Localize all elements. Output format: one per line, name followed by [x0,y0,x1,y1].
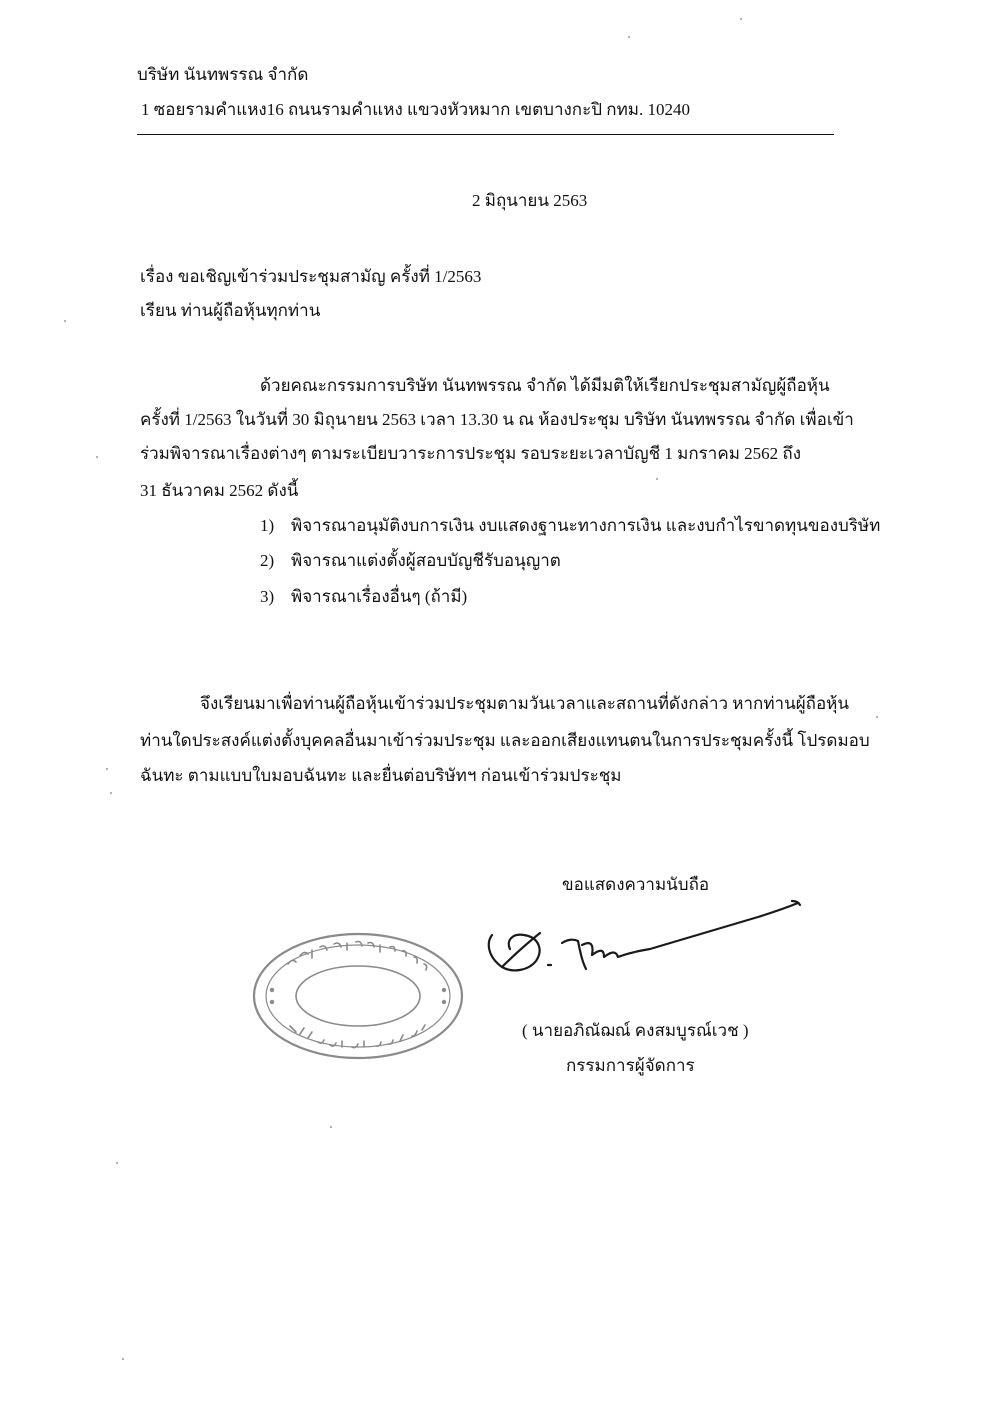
scan-speck [96,456,98,458]
scan-speck [628,36,630,38]
company-address: 1 ซอยรามคำแหง16 ถนนรามคำแหง แขวงหัวหมาก เขตบางกะปิ กทม. 10240 [141,100,690,119]
closing-phrase: ขอแสดงความนับถือ [562,875,710,894]
body-paragraph-2-line-2: ท่านใดประสงค์แต่งตั้งบุคคลอื่นมาเข้าร่วมประชุม และออกเสียงแทนตนในการประชุมครั้งนี้ โปรดมอบ [140,731,870,750]
scan-speck [106,768,108,770]
letterhead-divider [137,134,834,135]
letter-date: 2 มิถุนายน 2563 [472,191,588,210]
handwritten-signature [478,895,808,990]
scan-speck [110,792,112,794]
body-paragraph-1-line-3: ร่วมพิจารณาเรื่องต่างๆ ตามระเบียบวาระการประชุม รอบระยะเวลาบัญชี 1 มกราคม 2562 ถึง [140,444,802,463]
signer-title: กรรมการผู้จัดการ [566,1056,695,1075]
scan-speck [656,478,658,480]
scan-speck [122,1358,124,1360]
body-paragraph-1-line-2: ครั้งที่ 1/2563 ในวันที่ 30 มิถุนายน 2563 เวลา 13.30 น ณ ห้องประชุม บริษัท นันทพรรณ จำกัด เพื่อเข้า [140,410,854,429]
agenda-item-number: 2) [260,551,275,570]
agenda-item-text: พิจารณาแต่งตั้งผู้สอบบัญชีรับอนุญาต [291,551,561,570]
company-seal [250,930,466,1062]
scan-speck [64,320,66,322]
scan-speck [876,716,878,718]
scan-speck [116,1162,118,1164]
agenda-item-number: 3) [260,587,275,606]
scan-speck [740,18,742,20]
signer-name: ( นายอภิณัฌณ์ คงสมบูรณ์เวช ) [522,1021,749,1040]
scan-speck [330,1126,332,1128]
body-paragraph-2-line-3: ฉันทะ ตามแบบใบมอบฉันทะ และยื่นต่อบริษัทฯ ก่อนเข้าร่วมประชุม [140,766,622,785]
body-paragraph-2-line-1: จึงเรียนมาเพื่อท่านผู้ถือหุ้นเข้าร่วมประชุมตามวันเวลาและสถานที่ดังกล่าว หากท่านผู้ถือหุ้น [200,694,850,713]
body-paragraph-1-line-1: ด้วยคณะกรรมการบริษัท นันทพรรณ จำกัด ได้มีมติให้เรียกประชุมสามัญผู้ถือหุ้น [260,376,830,395]
letter-subject: เรื่อง ขอเชิญเข้าร่วมประชุมสามัญ ครั้งที่ 1/2563 [140,267,482,286]
body-paragraph-1-line-4: 31 ธันวาคม 2562 ดังนี้ [140,481,299,500]
agenda-item-text: พิจารณาอนุมัติงบการเงิน งบแสดงฐานะทางการเงิน และงบกำไรขาดทุนของบริษัท [291,516,881,535]
agenda-item-text: พิจารณาเรื่องอื่นๆ (ถ้ามี) [291,587,468,606]
agenda-item-number: 1) [260,516,275,535]
letter-salutation: เรียน ท่านผู้ถือหุ้นทุกท่าน [140,301,321,320]
company-name: บริษัท นันทพรรณ จำกัด [137,65,309,84]
